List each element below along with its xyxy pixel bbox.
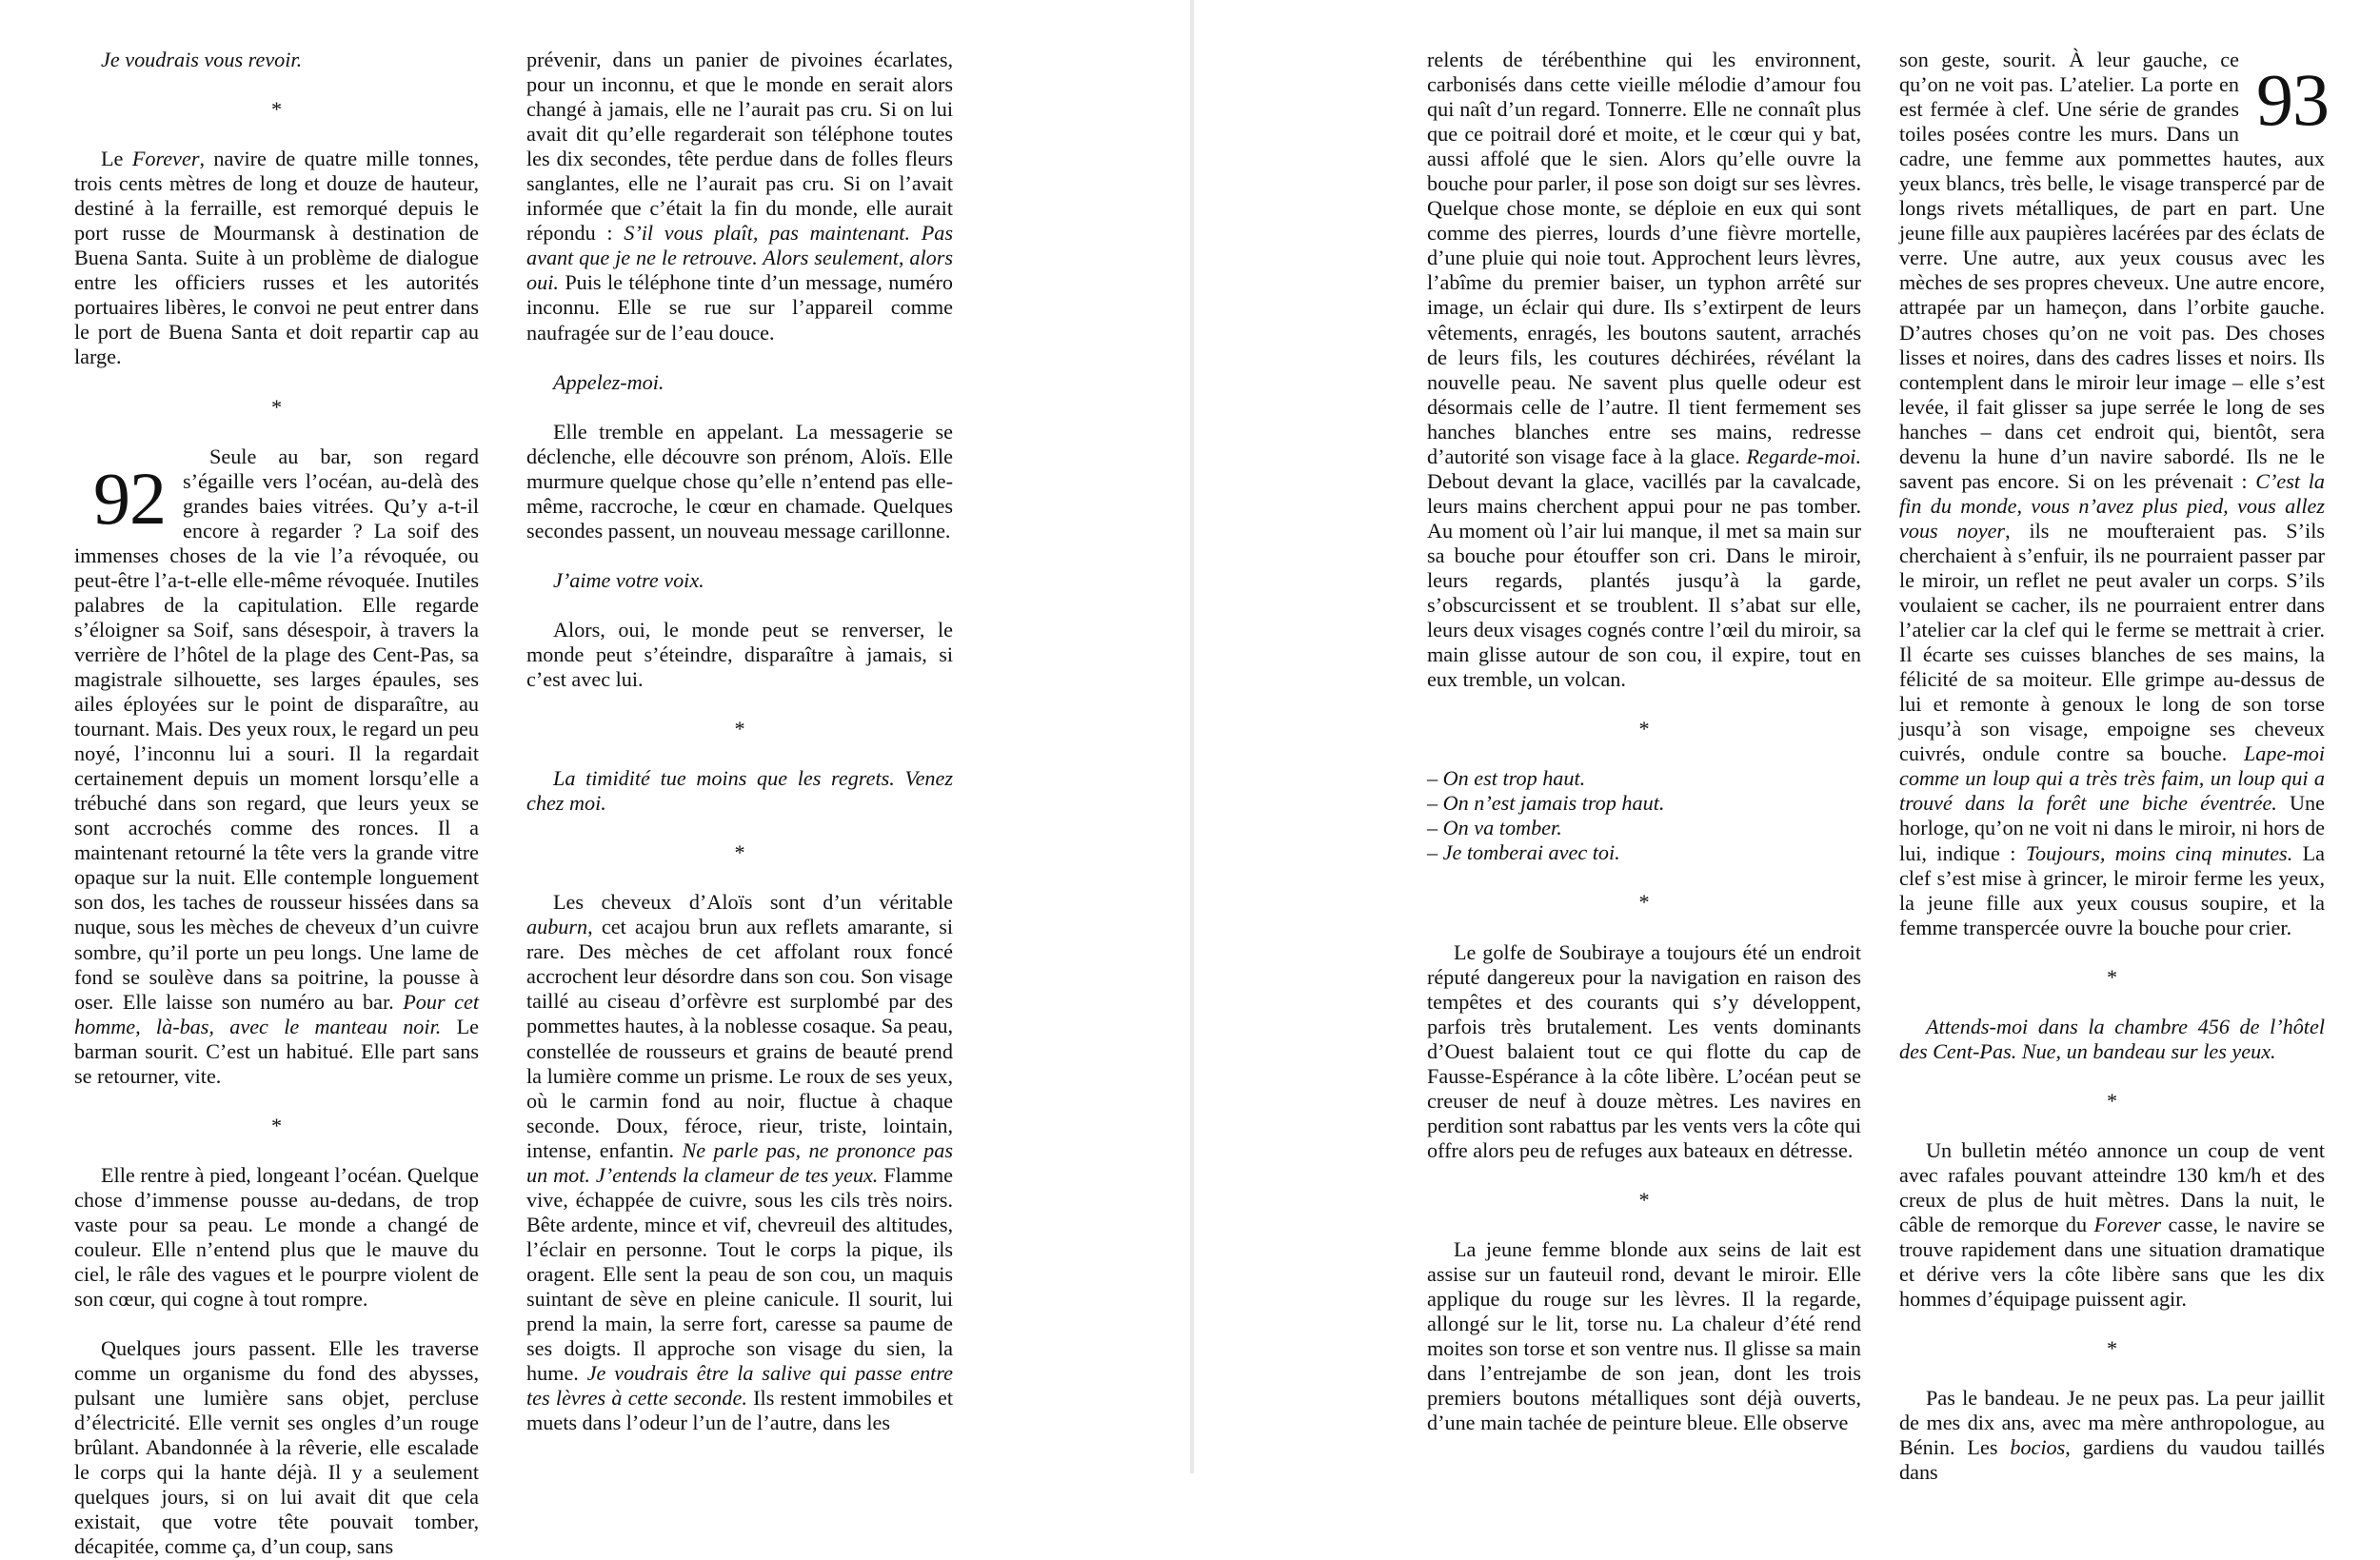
right-column-1 [1427,48,1861,1435]
paragraph: 92 Seule au bar, son regard s’égaille vers l’océan, au-delà des grandes baies vitrées. Qu’y a-t-il encore à regarder ? La soif des immenses choses de la vie l’a révoquée, ou peut-être l’a-t-elle elle-même révoquée. Inutiles palabres de la capitulation. Elle regarde s’éloigner sa Soif, sans désespoir, à travers la verrière de l’hôtel de la plage des Cent-Pas, sa magistrale silhouette, ses larges épaules, ses ailes éployées sur le point de disparaître, au tournant. Mais. Des yeux roux, le regard un peu noyé, l’inconnu lui a souri. Il la regardait certainement depuis un moment lorsqu’elle a trébuché dans son regard, que leurs yeux se sont accrochés comme des ronces. Il a maintenant retourné la tête vers la grande vitre opaque sur la nuit. Elle contemple longuement son dos, les taches de rousseur hissées dans sa nuque, sous les mèches de cheveux d’un cuivre sombre, qu’il porte un peu longs. Une lame de fond se soulève dans sa poitrine, la pousse à oser. Elle laisse son numéro au bar. Pour cet homme, là-bas, avec le manteau noir. Le barman sourit. C’est un habitué. Elle part sans se retourner, vite. [74,444,479,1089]
paragraph: Quelques jours passent. Elle les traverse comme un organisme du fond des abysses, pulsant une lumière sans objet, percluse d’électricité. Elle vernit ses ongles d’un rouge brûlant. Abandonnée à la rêverie, elle escalade le corps qui la hante déjà. Il y a seulement quelques jours, si on lui avait dit que cela existait, que votre tête pouvait tomber, décapitée, comme ça, d’un coup, sans [74,1336,479,1559]
left-column-2 [526,48,953,1435]
section-break: * [270,394,283,419]
section-break: * [1638,890,1650,915]
left-column-1 [74,48,479,1560]
section-break: * [270,97,283,122]
dialogue-line: – On est trop haut. [1427,766,1586,791]
paragraph: La jeune femme blonde aux seins de lait est assise sur un fauteuil rond, devant le miroir. Elle applique du rouge sur les lèvres. Il la regarde, allongé sur le lit, torse nu. La chaleur d’été rend moites son torse et son ventre nus. Il glisse sa main dans l’entrejambe de son jean, dont les trois premiers boutons métalliques sont déjà ouverts, d’une main tachée de peinture bleue. Elle observe [1427,1236,1861,1435]
paragraph: Alors, oui, le monde peut se renverser, le monde peut s’éteindre, disparaître à jamais, si c’est avec lui. [526,617,953,691]
paragraph: Appelez-moi. [553,369,664,394]
section-break: * [1638,717,1650,741]
paragraph: 93 son geste, sourit. À leur gauche, ce qu’on ne voit pas. L’atelier. La porte en est fermée à clef. Une série de grandes toiles posées contre les murs. Dans un cadre, une femme aux pommettes hautes, aux yeux blancs, très belle, le visage transpercé par de longs rivets métalliques, de part en part. Une jeune fille aux paupières lacérées par des éclats de verre. Une autre, aux yeux cousus avec les mèches de ses propres cheveux. Une autre encore, attrapée par un hameçon, dans l’orbite gauche. D’autres choses qu’on ne voit pas. Des choses lisses et noires, dans des cadres lisses et noirs. Ils contemplent dans le miroir leur image – elle s’est levée, il fait glisser sa jupe serrée le long de ses hanches – dans cet endroit qui, bientôt, sera devenu la hune d’un navire sabordé. Ils ne le savent pas encore. Si on les prévenait : C’est la fin du monde, vous n’avez plus pied, vous allez vous noyer, ils ne moufteraient pas. S’ils cherchaient à s’enfuir, ils ne pourraient passer par le miroir, un reflet ne peut avaler un corps. S’ils voulaient se cacher, ils ne pourraient entrer dans l’atelier car la clef qui le ferme se mettrait à crier. Il écarte ses cuisses blanches de ses mains, la félicité de sa moiteur. Elle grimpe au-dessus de lui et remonte à genoux le long de son torse jusqu’à son visage, empoigne ses cheveux cuivrés, ondule contre sa bouche. Lape-moi comme un loup qui a très très faim, un loup qui a trouvé dans la forêt une biche éventrée. Une horloge, qu’on ne voit ni dans le miroir, ni hors de lui, indique : Toujours, moins cinq minutes. La clef s’est mise à grincer, le miroir ferme les yeux, la jeune fille aux yeux cousus soupire, et la femme transpercée ouvre la bouche pour crier. [1899,48,2329,939]
page-number: 93 [2256,58,2329,141]
paragraph: Elle rentre à pied, longeant l’océan. Quelque chose d’immense pousse au-dedans, de trop vaste pour sa peau. Le monde a changé de couleur. Elle n’entend plus que le mauve du ciel, le râle des vagues et le pourpre violent de son cœur, qui cogne à tout rompre. [74,1162,479,1312]
paragraph: Les cheveux d’Aloïs sont d’un véritable auburn, cet acajou brun aux reflets amarante, si rare. Des mèches de cet affolant roux foncé accrochent leur désordre dans son cou. Son visage taillé au ciseau d’orfèvre est surplombé par des pommettes hautes, à la noblesse cosaque. Sa peau, constellée de rousseurs et grains de beauté prend la lumière comme un prisme. Le roux de ses yeux, où le carmin fond au noir, fluctue à chaque seconde. Doux, féroce, rieur, triste, lointain, intense, enfantin. Ne parle pas, ne prononce pas un mot. J’entends la clameur de tes yeux. Flamme vive, échappée de cuivre, sous les cils très noirs. Bête ardente, mince et vif, chevreuil des altitudes, l’éclair en personne. Tout le corps la pique, ils oragent. Elle sent la peau de son cou, un maquis suintant de sève en pleine canicule. Il sourit, lui prend la main, la serre fort, caresse sa paume de ses doigts. Il approche son visage du sien, la hume. Je voudrais être la salive qui passe entre tes lèvres à cette seconde. Ils restent immobiles et muets dans l’odeur l’un de l’autre, dans les [526,890,954,1435]
section-break: * [2106,1088,2118,1113]
paragraph: Elle tremble en appelant. La messagerie se déclenche, elle découvre son prénom, Aloïs. Elle murmure quelque chose qu’elle n’entend pas elle-même, raccroche, le cœur en chamade. Quelques secondes passent, un nouveau message carillonne. [526,419,953,543]
section-break: * [734,840,745,865]
dialogue-line: – On va tomber. [1427,816,1562,840]
section-break: * [2106,964,2118,989]
section-break: * [270,1113,283,1137]
paragraph: La timidité tue moins que les regrets. Venez chez moi. [526,766,953,816]
paragraph: prévenir, dans un panier de pivoines écarlates, pour un inconnu, et que le monde en serait alors changé à jamais, elle ne l’aurait pas cru. Si on lui avait dit qu’elle regarderait son téléphone toutes les dix secondes, tête perdue dans de folles fleurs sanglantes, elle ne l’aurait pas cru. Si on l’avait informée que c’était la fin du monde, elle aurait répondu : S’il vous plaît, pas maintenant. Pas avant que je ne le retrouve. Alors seulement, alors oui. Puis le téléphone tinte d’un message, numéro inconnu. Elle se rue sur l’appareil comme naufragée sur de l’eau douce. [526,48,953,345]
paragraph: Le Forever, navire de quatre mille tonnes, trois cents mètres de long et douze de hauteur, destiné à la ferraille, est remorqué depuis le port russe de Mourmansk à destination de Buena Santa. Suite à un problème de dialogue entre les officiers russes et les autorités portuaires libères, le convoi ne peut entrer dans le port de Buena Santa et doit repartir cap au large. [74,147,480,369]
paragraph: Un bulletin météo annonce un coup de vent avec rafales pouvant atteindre 130 km/h et des creux de plus de huit mètres. Dans la nuit, le câble de remorque du Forever casse, le navire se trouve rapidement dans une situation dramatique et dérive vers la côte libère sans que les dix hommes d’équipage puissent agir. [1899,1137,2325,1312]
section-break: * [1638,1187,1650,1212]
paragraph: Je voudrais vous revoir. [101,48,303,71]
page-number: 92 [93,456,166,540]
left-page [0,0,1190,1559]
paragraph: relents de térébenthine qui les environnent, carbonisés dans cette vieille mélodie d’amour fou qui naît d’un regard. Tonnerre. Elle ne connaît plus que ce poitrail doré et moite, et le cœur qui y bat, aussi affolé que le sien. Alors qu’elle ouvre la bouche pour parler, il pose son doigt sur ses lèvres. Quelque chose monte, se déploie en eux qui sont comme des pierres, lourds d’une fièvre mortelle, d’une pluie qui noie tout. Approchent leurs lèvres, l’abîme du premier baiser, un typhon arrêté sur image, un éclair qui dure. Ils s’extirpent de leurs vêtements, enragés, les boutons sautent, arrachés de leurs fils, les coutures déchirées, révélant la nouvelle peau. Ne savent plus quelle odeur est désormais celle de l’autre. Il tient fermement ses hanches blanches entre ses mains, redresse d’autorité son visage face à la glace. Regarde-moi. Debout devant la glace, vacillés par la cavalcade, leurs mains cherchent appui pour ne pas tomber. Au moment où l’air lui manque, il met sa main sur sa bouche pour étouffer son cri. Dans le miroir, leurs regards, plantés jusqu’à la garde, s’obscurcissent et se troublent. Il s’abat sur elle, leurs deux visages cognés contre l’œil du miroir, sa main glisse autour de son cou, il expire, tout en eux tremble, un volcan. [1427,48,1861,692]
paragraph: Pas le bandeau. Je ne peux pas. La peur jaillit de mes dix ans, avec ma mère anthropologue, au Bénin. Les bocios, gardiens du vaudou taillés dans [1899,1386,2325,1485]
right-column-2 [1899,48,2329,1485]
paragraph: Attends-moi dans la chambre 456 de l’hôtel des Cent-Pas. Nue, un bandeau sur les yeux. [1899,1014,2325,1063]
dialogue-line: – On n’est jamais trop haut. [1427,791,1665,816]
section-break: * [734,717,745,741]
paragraph: J’aime votre voix. [553,567,704,592]
section-break: * [2106,1336,2118,1361]
dialogue-line: – Je tomberai avec toi. [1427,840,1620,865]
paragraph: Le golfe de Soubiraye a toujours été un endroit réputé dangereux pour la navigation en raison des tempêtes et des courants qui s’y développent, parfois très brutalement. Les vents dominants d’Ouest balaient tout ce qui flotte du cap de Fausse-Espérance à la côte libère. L’océan peut se creuser de neuf à douze mètres. Les navires en perdition sont rabattus par les vents vers la côte qui offre alors peu de refuges aux bateaux en détresse. [1427,939,1861,1162]
